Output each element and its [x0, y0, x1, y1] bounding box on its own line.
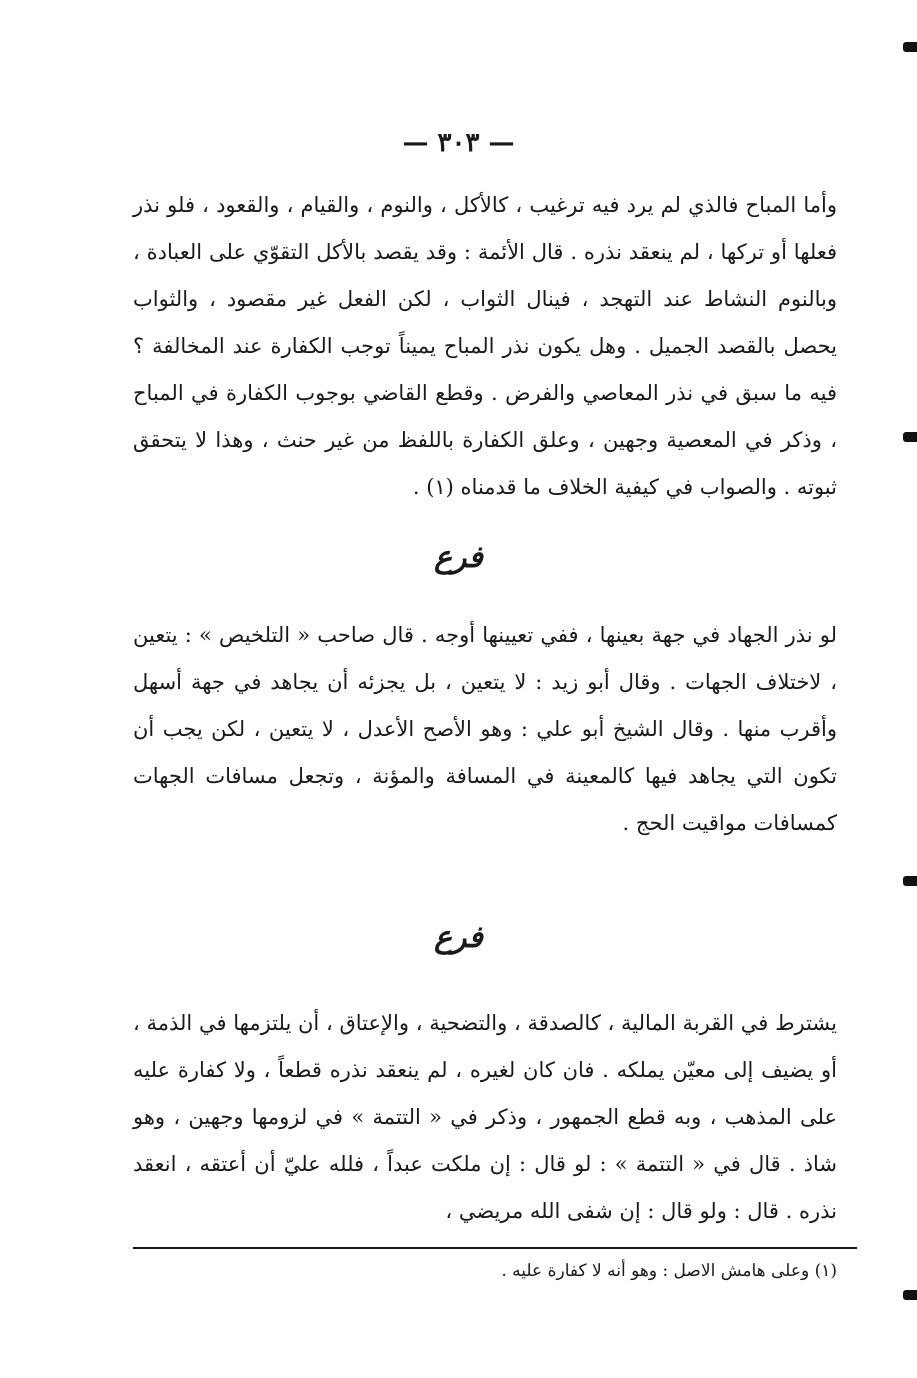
- scan-edge-mark: [903, 876, 917, 886]
- section-3: [133, 1000, 837, 1235]
- page-number: — ٣٠٣ —: [402, 128, 515, 158]
- scan-edge-mark: [903, 432, 917, 442]
- paragraph-mubah: وأما المباح فالذي لم يرد فيه ترغيب ، كالأكل ، والنوم ، والقيام ، والقعود ، فلو نذر فعلها أو تركها ، لم ينعقد نذره . قال الأئمة : وقد يقصد بالأكل التقوّي على العبادة ، وبالنوم النشاط عند التهجد ، فينال الثواب ، لكن الفعل غير مقصود ، والثواب يحصل بالقصد الجميل . وهل يكون نذر المباح يميناً توجب الكفارة عند المخالفة ؟ فيه ما سبق في نذر المعاصي والفرض . وقطع القاضي بوجوب الكفارة في المباح ، وذكر في المعصية وجهين ، وعلق الكفارة باللفظ من غير حنث ، وهذا لا يتحقق ثبوته . والصواب في كيفية الخلاف ما قدمناه (١) .: [133, 193, 837, 499]
- section-1: [133, 182, 837, 511]
- section-2: [133, 612, 837, 847]
- section-heading-jihad: فرع: [434, 540, 483, 575]
- paragraph-jihad: لو نذر الجهاد في جهة بعينها ، ففي تعيينها أوجه . قال صاحب « التلخيص » : يتعين ، لاختلاف الجهات . وقال أبو زيد : لا يتعين ، بل يجزئه أن يجاهد في جهة أسهل وأقرب منها . وقال الشيخ أبو علي : وهو الأصح الأعدل ، لا يتعين ، لكن يجب أن تكون التي يجاهد فيها كالمعينة في المسافة والمؤنة ، وتجعل مسافات الجهات كمسافات مواقيت الحج .: [133, 623, 837, 835]
- footnote-divider: [133, 1247, 857, 1249]
- paragraph-qurba: يشترط في القربة المالية ، كالصدقة ، والتضحية ، والإعتاق ، أن يلتزمها في الذمة ، أو يضيف إلى معيّن يملكه . فان كان لغيره ، لم ينعقد نذره قطعاً ، ولا كفارة عليه على المذهب ، وبه قطع الجمهور ، وذكر في « التتمة » في لزومها وجهين ، وهو شاذ . قال في « التتمة » : لو قال : إن ملكت عبداً ، فلله عليّ أن أعتقه ، انعقد نذره . قال : ولو قال : إن شفى الله مريضي ،: [133, 1011, 837, 1223]
- section-heading-qurba: فرع: [434, 920, 483, 955]
- footnote: (١) وعلى هامش الاصل : وهو أنه لا كفارة عليه .: [501, 1261, 837, 1281]
- scan-edge-mark: [903, 1290, 917, 1300]
- scan-edge-mark: [903, 42, 917, 52]
